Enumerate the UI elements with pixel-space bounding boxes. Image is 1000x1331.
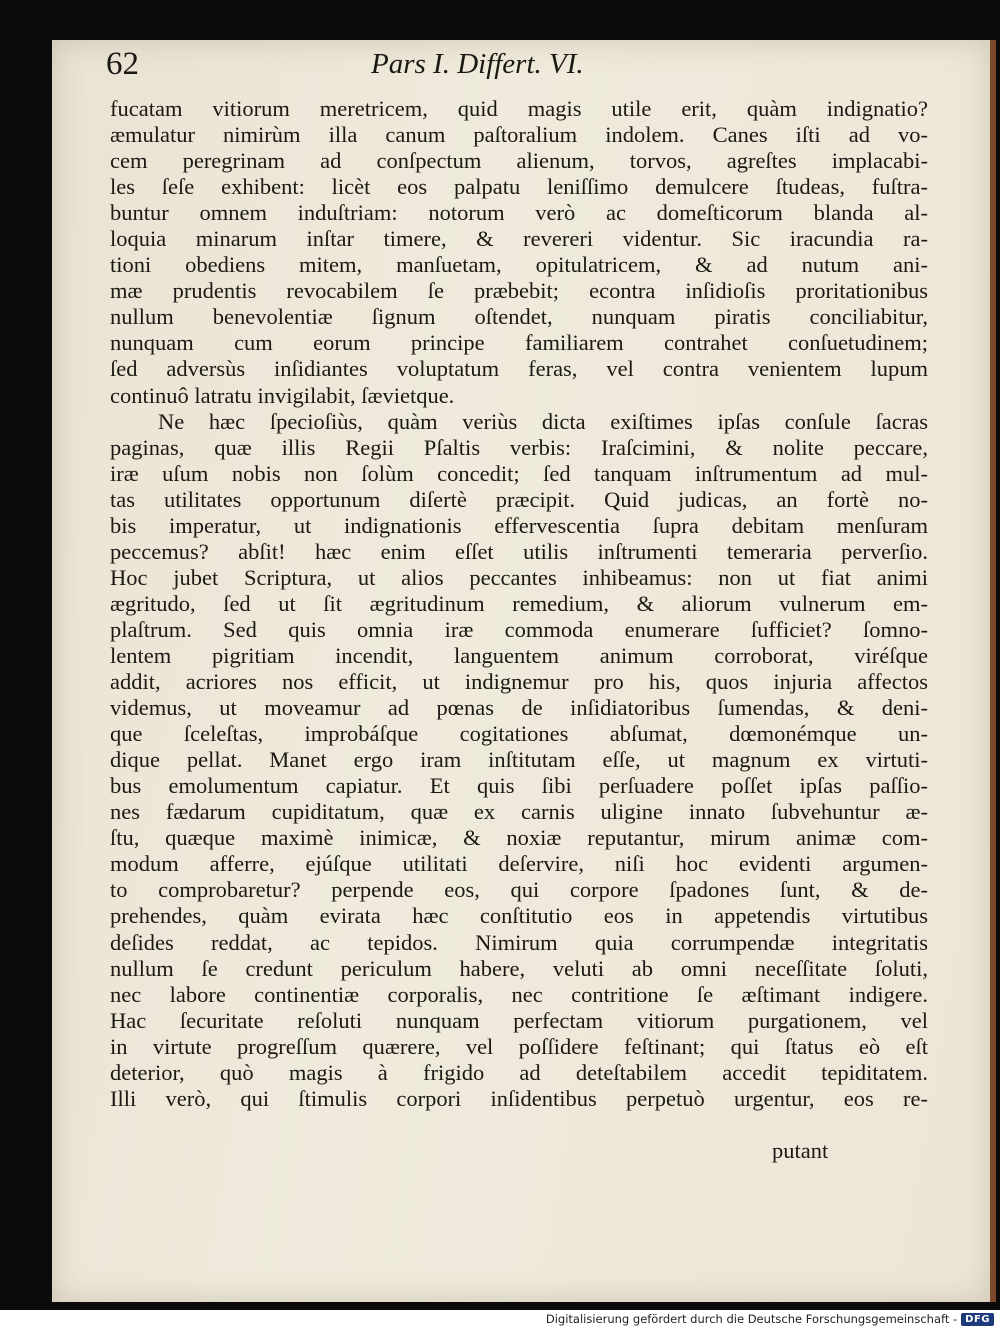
text-line: bus emolumentum capiatur. Et quis ſibi perſuadere poſſet ipſas paſſio-: [110, 773, 928, 799]
text-line: prehendes, quàm evirata hæc conſtitutio eos in appetendis virtutibus: [110, 903, 928, 929]
text-line: buntur omnem induſtriam: notorum verò ac domeſticorum blanda al-: [110, 200, 928, 226]
text-line: nunquam cum eorum principe familiarem contrahet conſuetudinem;: [110, 330, 928, 356]
text-line: ſtu, quæque maximè inimicæ, & noxiæ reputantur, mirum animæ com-: [110, 825, 928, 851]
text-line: les ſeſe exhibent: licèt eos palpatu leniſſimo demulcere ſtudeas, fuſtra-: [110, 174, 928, 200]
text-line: nes fædarum cupiditatum, quæ ex carnis uligine innato ſubvehuntur æ-: [110, 799, 928, 825]
text-line: bis imperatur, ut indignationis effervescentia ſupra debitam menſuram: [110, 512, 928, 538]
dfg-logo-icon: DFG: [961, 1313, 994, 1326]
page-number: 62: [106, 46, 139, 82]
text-line: paginas, quæ illis Regii Pſaltis verbis: Iraſcimini, & nolite peccare,: [110, 434, 928, 460]
text-line: Ne hæc ſpecioſiùs, quàm veriùs dicta exiſtimes ipſas conſule ſacras: [158, 408, 928, 434]
text-line: tioni obediens mitem, manſuetam, opitulatricem, & ad nutum ani-: [110, 252, 928, 278]
text-line: plaſtrum. Sed quis omnia iræ commoda enumerare ſufficiet? ſomno-: [110, 616, 928, 642]
text-line: æmulatur nimirùm illa canum paſtoralium indolem. Canes iſti ad vo-: [110, 122, 928, 148]
text-line: deterior, quò magis à frigido ad deteſtabilem accedit tepiditatem.: [110, 1059, 928, 1085]
text-line: deſides reddat, ac tepidos. Nimirum quia corrumpendæ integritatis: [110, 929, 928, 955]
page-header: [106, 44, 886, 84]
text-line: nullum ſe credunt periculum habere, veluti ab omni neceſſitate ſoluti,: [110, 955, 928, 981]
text-line: Illi verò, qui ſtimulis corpori inſidentibus perpetuò urgentur, eos re-: [110, 1085, 928, 1111]
text-line: Hac ſecuritate reſoluti nunquam perfectam vitiorum purgationem, vel: [110, 1007, 928, 1033]
text-line: fucatam vitiorum meretricem, quid magis utile erit, quàm indignatio?: [110, 96, 928, 121]
digitization-footer: [546, 1309, 994, 1329]
running-head: Pars I. Differt. VI.: [371, 48, 584, 80]
text-line: nec labore continentiæ corporalis, nec contritione ſe æſtimant indigere.: [110, 981, 928, 1007]
text-line: loquia minarum inſtar timere, & revereri videntur. Sic iracundia ra-: [110, 226, 928, 252]
text-line: continuô latratu invigilabit, ſævietque.: [110, 382, 455, 408]
body-text: [110, 96, 928, 1112]
text-line: videmus, ut moveamur ad pœnas de inſidiatoribus ſumendas, & deni-: [110, 695, 928, 721]
catchword: putant: [772, 1138, 829, 1163]
text-line: dique pellat. Manet ergo iram inſtitutam eſſe, ut magnum ex virtuti-: [110, 747, 928, 773]
text-line: tas utilitates opportunum diſertè præcipit. Quid judicas, an fortè no-: [110, 486, 928, 512]
text-line: lentem pigritiam incendit, languentem animum corroborat, viréſque: [110, 642, 928, 668]
text-line: in virtute progreſſum quærere, vel poſſidere feſtinant; qui ſtatus eò eſt: [110, 1033, 928, 1059]
text-line: modum afferre, ejúſque utilitati deſervire, niſi hoc evidenti argumen-: [110, 851, 928, 877]
text-line: cem peregrinam ad conſpectum alienum, torvos, agreſtes implacabi-: [110, 148, 928, 174]
text-line: peccemus? abſit! hæc enim eſſet utilis inſtrumenti temeraria perverſio.: [110, 538, 928, 564]
text-line: addit, acriores nos efficit, ut indignemur pro his, quos injuria affectos: [110, 669, 928, 695]
text-line: que ſceleſtas, improbáſque cogitationes abſumat, dœmonémque un-: [110, 721, 928, 747]
text-line: nullum benevolentiæ ſignum oſtendet, nunquam piratis conciliabitur,: [110, 304, 928, 330]
funding-credit: Digitalisierung gefördert durch die Deutsche Forschungsgemeinschaft -: [545, 1312, 958, 1326]
text-line: to comprobaretur? perpende eos, qui corpore ſpadones ſunt, & de-: [110, 877, 928, 903]
text-line: ſed adversùs inſidiantes voluptatum feras, vel contra venientem lupum: [110, 356, 928, 382]
text-line: iræ uſum nobis non ſolùm concedit; ſed tanquam inſtrumentum ad mul-: [110, 460, 928, 486]
text-line: mæ prudentis revocabilem ſe præbebit; econtra inſidioſis proritationibus: [110, 278, 928, 304]
text-line: Hoc jubet Scriptura, ut alios peccantes inhibeamus: non ut fiat animi: [110, 564, 928, 590]
text-line: ægritudo, ſed ut ſit ægritudinum remedium, & aliorum vulnerum em-: [110, 590, 928, 616]
